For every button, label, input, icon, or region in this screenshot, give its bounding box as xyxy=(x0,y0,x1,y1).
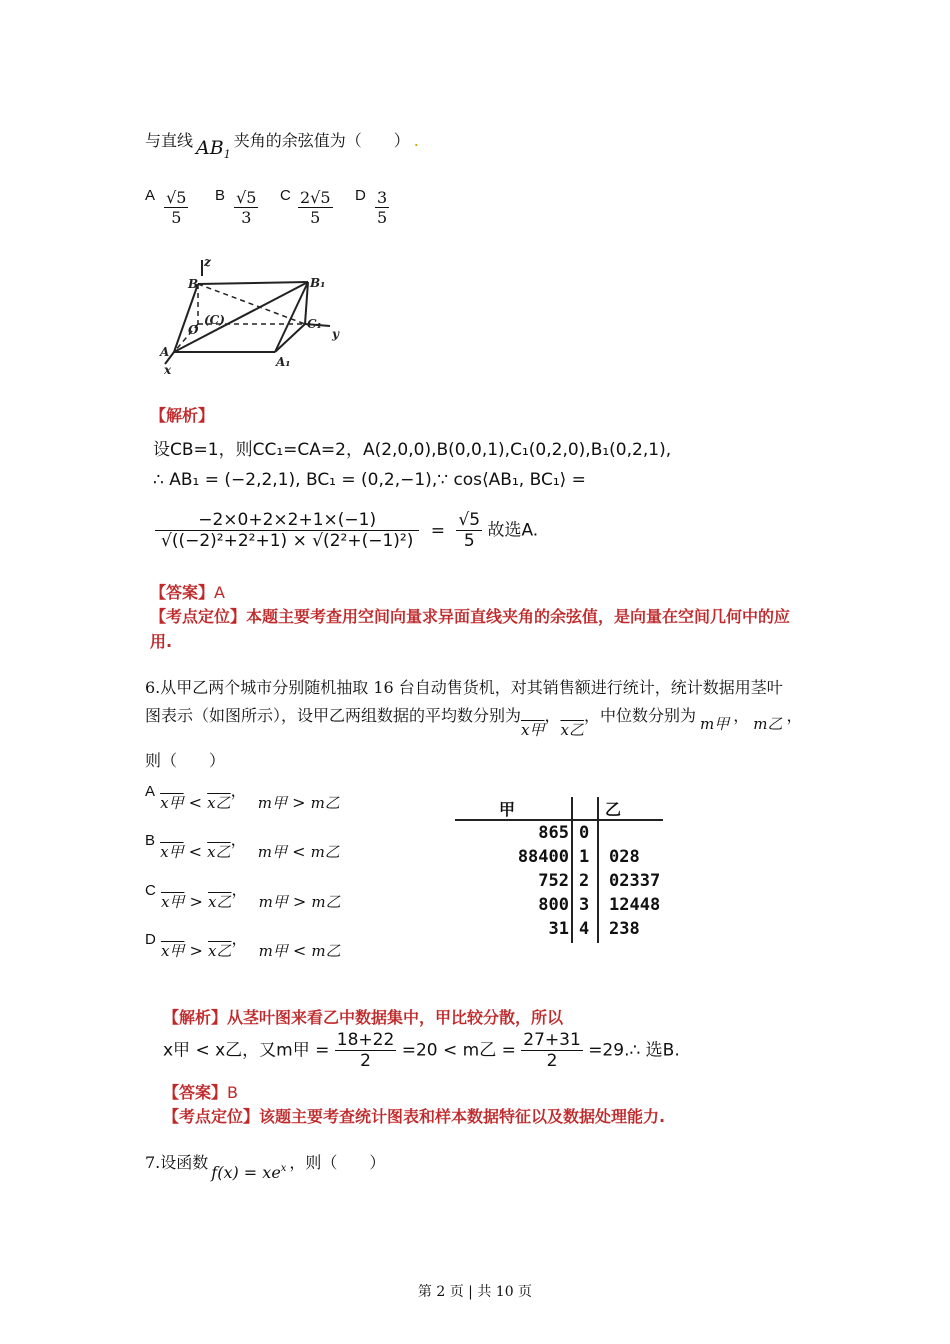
q6-option-letter: D xyxy=(145,931,156,948)
stem-leaf-plot xyxy=(455,795,665,945)
q5-option-num: 2√5 xyxy=(299,188,331,207)
q5-analysis-frac-num: −2×0+2×2+1×(−1) xyxy=(155,510,419,531)
fig-label-a: A xyxy=(160,345,170,359)
fig-label-y: y xyxy=(332,327,339,341)
q6-stem-line1: 6.从甲乙两个城市分别随机抽取 16 台自动售货机，对其销售额进行统计，统计数据用茎叶 xyxy=(145,678,783,697)
stem-leaf-stem: 1 xyxy=(579,847,590,867)
q6-stem-prefix: 图表示（如图所示），设甲乙两组数据的平均数分别为 xyxy=(145,706,522,725)
q6-option-x2: x乙 xyxy=(208,942,232,960)
q5-analysis-conclusion: 故选A. xyxy=(487,520,539,541)
q5-option-num: √5 xyxy=(166,188,187,207)
q5-option-a xyxy=(145,188,188,227)
q5-kaodian-cont: 用. xyxy=(150,632,173,651)
q6-answer-label: 【答案】 xyxy=(163,1083,228,1102)
q6-option-x2: x乙 xyxy=(207,794,231,812)
q7-stem xyxy=(145,1150,386,1182)
q5-option-letter: C xyxy=(280,187,291,204)
fig-label-c: (C) xyxy=(204,313,225,327)
stem-leaf-left-leaves: 31 xyxy=(548,919,569,939)
q6-answer-value: B xyxy=(227,1083,238,1102)
q5-analysis-frac-den: √((−2)²+2²+1) × √(2²+(−1)²) xyxy=(161,531,414,551)
q6-option-rel1: > xyxy=(189,892,203,911)
stem-leaf-left-leaves: 800 xyxy=(538,895,569,915)
q5-option-letter: A xyxy=(145,187,156,204)
q6-option-m1: m甲 xyxy=(258,942,288,960)
q6-stem-x1: x甲 xyxy=(521,721,545,739)
q5-stem-var-text: AB xyxy=(196,137,224,159)
q5-option-frac xyxy=(375,188,389,227)
q6-option-rel1: < xyxy=(188,793,203,812)
q6-stem-m1: m甲 xyxy=(699,715,730,733)
stem-leaf-header-right: 乙 xyxy=(605,800,622,819)
q5-option-den: 5 xyxy=(171,208,182,227)
q6-option-m1: m甲 xyxy=(257,794,287,812)
stem-leaf-vline-left xyxy=(571,797,573,943)
q6-stem-end: ， xyxy=(786,706,803,725)
q6-analysis-math-prefix: x甲 < x乙，又m甲 = xyxy=(163,1040,330,1061)
q5-option-c xyxy=(280,188,333,227)
q7-stem-func-sup: x xyxy=(280,1163,287,1174)
q6-analysis-math-end: =29.∴ 选B. xyxy=(588,1040,680,1061)
prism-figure xyxy=(150,252,350,382)
q5-stem-prefix: 与直线 xyxy=(145,131,194,150)
q5-analysis-result xyxy=(456,510,482,551)
fig-label-c1: C₁ xyxy=(307,317,322,331)
q6-analysis-math xyxy=(163,1030,680,1071)
stem-leaf-stem: 4 xyxy=(579,919,590,939)
q6-kaodian-label: 【考点定位】 xyxy=(163,1107,260,1126)
stem-leaf-left-leaves: 865 xyxy=(538,823,569,843)
q5-option-den: 5 xyxy=(376,208,388,227)
stem-leaf-right-leaves: 028 xyxy=(609,847,640,867)
q5-answer-value: A xyxy=(214,583,225,602)
stem-leaf-header-left: 甲 xyxy=(499,800,516,819)
q6-stem-mid: ，中位数分别为 xyxy=(583,706,696,725)
q6-stem-sep: ， xyxy=(544,706,561,725)
q6-options xyxy=(145,778,425,978)
q6-option-b: B x甲 < x乙， m甲 < m乙 xyxy=(145,830,340,861)
q6-option-d: D x甲 > x乙， m甲 < m乙 xyxy=(145,929,341,960)
q5-analysis-result-num: √5 xyxy=(458,510,481,530)
q6-analysis-frac1-den: 2 xyxy=(360,1051,371,1071)
q6-option-rel2: > xyxy=(292,892,307,911)
q6-analysis-label: 【解析】 xyxy=(163,1008,228,1027)
q6-stem-sep2: ， xyxy=(733,706,750,725)
q6-option-rel2: < xyxy=(292,842,306,861)
q6-option-rel1: > xyxy=(189,941,203,960)
q6-option-m2: m乙 xyxy=(311,893,341,911)
q6-option-m2: m乙 xyxy=(310,794,340,812)
q6-option-m1: m甲 xyxy=(258,893,288,911)
q5-option-frac xyxy=(164,188,188,227)
q6-option-rel2: > xyxy=(292,793,306,812)
fig-label-o: O xyxy=(188,323,199,337)
q5-option-letter: D xyxy=(355,187,366,204)
q6-option-a: A x甲 < x乙， m甲 > m乙 xyxy=(145,781,340,812)
q5-stem-dot: . xyxy=(413,131,419,150)
q6-analysis-frac1-num: 18+22 xyxy=(336,1030,395,1050)
q6-option-x2: x乙 xyxy=(208,893,232,911)
q5-analysis-formula xyxy=(155,510,538,551)
q5-stem-var xyxy=(196,137,231,159)
stem-leaf-vline-right xyxy=(597,797,599,943)
q5-option-frac xyxy=(234,188,258,227)
q6-stem-m2: m乙 xyxy=(753,715,783,733)
stem-leaf-stem: 2 xyxy=(579,871,590,891)
q6-option-m1: m甲 xyxy=(257,843,287,861)
q5-option-num: 3 xyxy=(376,188,388,207)
stem-leaf-left-leaves: 752 xyxy=(538,871,569,891)
q5-analysis-label: 【解析】 xyxy=(150,406,215,425)
stem-leaf-right-leaves: 12448 xyxy=(609,895,661,915)
q6-option-letter: C xyxy=(145,882,156,899)
q5-option-b xyxy=(215,188,258,227)
q6-option-letter: B xyxy=(145,832,156,849)
q7-stem-prefix: 7.设函数 xyxy=(145,1153,209,1172)
q6-analysis-frac1 xyxy=(335,1030,397,1071)
q6-option-rel1: < xyxy=(188,842,203,861)
stem-leaf-right-leaves: 02337 xyxy=(609,871,661,891)
q6-option-x1: x甲 xyxy=(160,942,185,960)
q5-option-d xyxy=(355,188,389,227)
q6-option-x1: x甲 xyxy=(160,893,185,911)
q7-stem-func xyxy=(211,1163,286,1182)
q5-analysis-line1: 设CB=1，则CC₁=CA=2，A(2,0,0),B(0,0,1),C₁(0,2,0),B₁(0,2,1), xyxy=(153,440,672,460)
q5-analysis-eq: = xyxy=(430,520,445,541)
stem-leaf-stem: 0 xyxy=(579,823,590,843)
q5-analysis-frac xyxy=(155,510,419,551)
q5-stem xyxy=(145,128,419,161)
stem-leaf-right-leaves: 238 xyxy=(609,919,640,939)
fig-label-b: B xyxy=(188,277,199,291)
fig-label-a1: A₁ xyxy=(276,355,291,369)
q5-answer-label: 【答案】 xyxy=(150,583,215,602)
q5-options xyxy=(145,188,445,238)
q6-option-x2: x乙 xyxy=(207,843,231,861)
q6-option-letter: A xyxy=(145,783,156,800)
q6-analysis xyxy=(163,1005,563,1028)
q5-answer xyxy=(150,580,225,603)
q6-option-c: C x甲 > x乙， m甲 > m乙 xyxy=(145,880,341,911)
q6-stem-line3: 则（ ） xyxy=(145,751,226,770)
q5-stem-var-sub: 1 xyxy=(223,148,231,161)
q5-option-den: 3 xyxy=(241,208,252,227)
q5-kaodian xyxy=(150,604,790,627)
q6-analysis-frac2 xyxy=(521,1030,583,1071)
q7-stem-suffix: ，则（ ） xyxy=(289,1153,386,1172)
q5-option-den: 5 xyxy=(310,208,321,227)
q6-stem-x2: x乙 xyxy=(560,721,584,739)
stem-leaf-stem: 3 xyxy=(579,895,590,915)
q5-analysis-result-den: 5 xyxy=(463,531,475,551)
stem-leaf-hline xyxy=(455,819,663,821)
q5-analysis-line2: ∴ AB₁ = (−2,2,1), BC₁ = (0,2,−1),∵ cos⟨AB₁, BC₁⟩ = xyxy=(153,470,586,490)
q5-kaodian-label: 【考点定位】 xyxy=(150,607,247,626)
q6-analysis-math-mid: =20 < m乙 = xyxy=(401,1040,516,1061)
fig-label-b1: B₁ xyxy=(310,276,326,290)
q6-option-x1: x甲 xyxy=(160,843,184,861)
q6-option-m2: m乙 xyxy=(310,843,340,861)
q6-option-x1: x甲 xyxy=(160,794,184,812)
q5-option-frac xyxy=(298,188,333,227)
q6-kaodian xyxy=(163,1104,665,1127)
q6-stem-line2 xyxy=(145,703,803,739)
q6-analysis-frac2-num: 27+31 xyxy=(523,1030,581,1050)
q5-stem-suffix: 夹角的余弦值为（ ） xyxy=(233,131,410,150)
q6-option-rel2: < xyxy=(292,941,307,960)
fig-label-z: z xyxy=(204,255,211,269)
fig-label-x: x xyxy=(164,363,172,377)
stem-leaf-left-leaves: 88400 xyxy=(517,847,569,867)
q6-option-m2: m乙 xyxy=(311,942,341,960)
q6-kaodian-text: 该题主要考查统计图表和样本数据特征以及数据处理能力. xyxy=(259,1107,666,1126)
q6-analysis-frac2-den: 2 xyxy=(546,1051,558,1071)
q6-answer xyxy=(163,1080,238,1103)
q7-stem-func-text: f(x) = xe xyxy=(211,1163,281,1182)
q5-kaodian-text1: 本题主要考查用空间向量求异面直线夹角的余弦值，是向量在空间几何中的应 xyxy=(246,607,791,626)
q6-analysis-text: 从茎叶图来看乙中数据集中，甲比较分散，所以 xyxy=(227,1008,564,1027)
q5-option-letter: B xyxy=(215,187,226,204)
q5-option-num: √5 xyxy=(236,188,257,207)
page-footer: 第 2 页 | 共 10 页 xyxy=(417,1284,533,1300)
